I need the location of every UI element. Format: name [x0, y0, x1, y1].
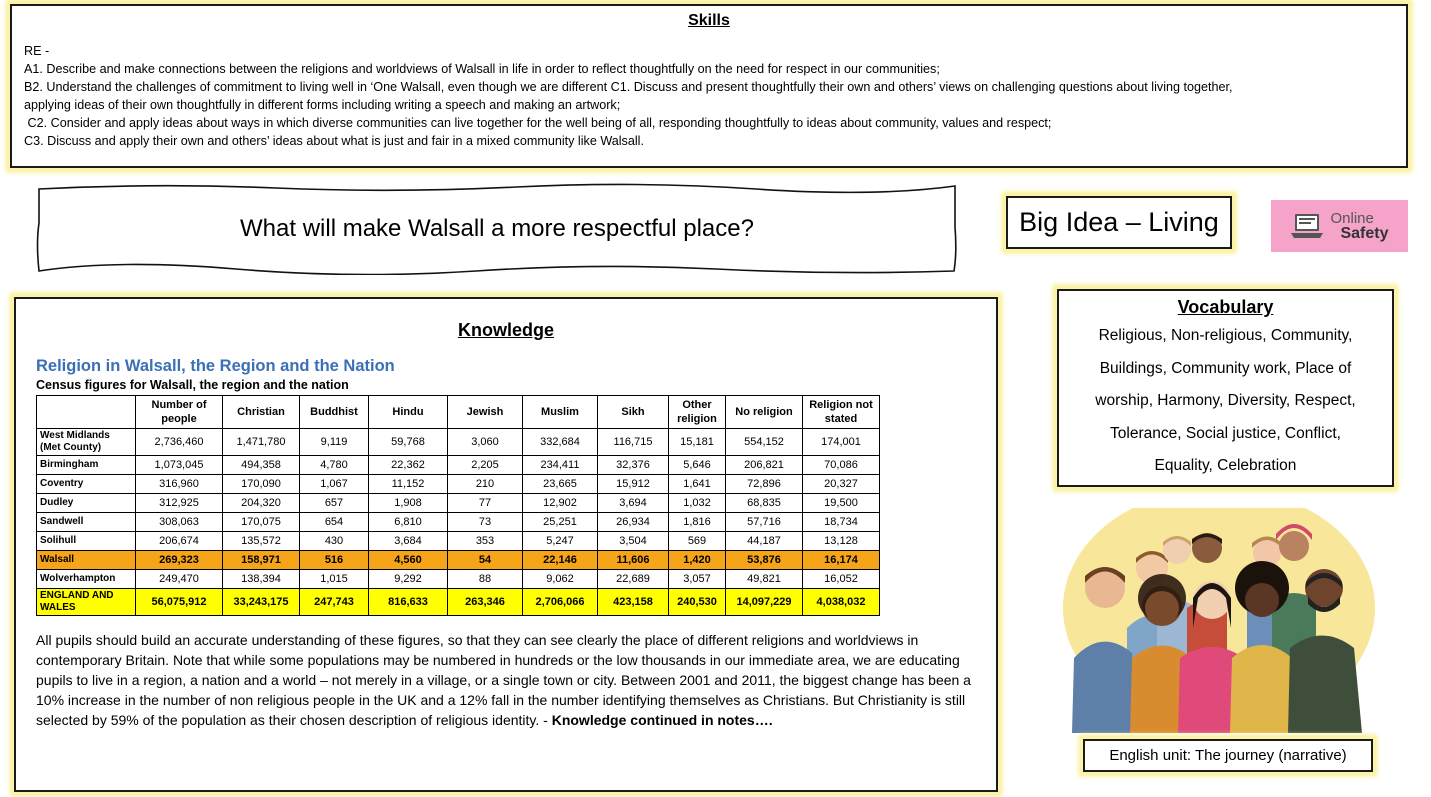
- column-header: Sikh: [598, 396, 669, 429]
- table-cell: 88: [448, 570, 523, 589]
- table-cell: 3,060: [448, 429, 523, 456]
- table-cell: 4,560: [369, 551, 448, 570]
- column-header: Muslim: [523, 396, 598, 429]
- row-label: Coventry: [37, 475, 136, 494]
- row-label: Birmingham: [37, 456, 136, 475]
- table-cell: 72,896: [726, 475, 803, 494]
- row-label: Solihull: [37, 532, 136, 551]
- table-cell: 174,001: [803, 429, 880, 456]
- vocabulary-line: Equality, Celebration: [1154, 457, 1297, 474]
- table-cell: 22,146: [523, 551, 598, 570]
- table-cell: 9,119: [300, 429, 369, 456]
- table-cell: 516: [300, 551, 369, 570]
- knowledge-continued: Knowledge continued in notes….: [551, 712, 773, 728]
- row-label: West Midlands (Met County): [37, 429, 136, 456]
- table-cell: 54: [448, 551, 523, 570]
- table-cell: 1,032: [669, 494, 726, 513]
- table-cell: 16,052: [803, 570, 880, 589]
- table-cell: 234,411: [523, 456, 598, 475]
- column-header: Christian: [223, 396, 300, 429]
- vocabulary-line: Buildings, Community work, Place of: [1099, 359, 1352, 377]
- table-row: [37, 494, 880, 513]
- table-cell: 22,689: [598, 570, 669, 589]
- skills-line: B2. Understand the challenges of commitment to living well in ‘One Walsall, even though we are different C1. Discuss and present thoughtfully their own and others’ views on challenging questions about living together,: [24, 80, 1233, 94]
- column-header: Jewish: [448, 396, 523, 429]
- big-idea-label: Big Idea – Living: [1019, 207, 1219, 237]
- table-cell: 308,063: [136, 513, 223, 532]
- table-cell: 3,057: [669, 570, 726, 589]
- table-cell: 4,038,032: [803, 589, 880, 616]
- table-cell: 138,394: [223, 570, 300, 589]
- table-cell: 316,960: [136, 475, 223, 494]
- community-illustration: [1062, 508, 1376, 733]
- row-label: Wolverhampton: [37, 570, 136, 589]
- table-cell: 1,641: [669, 475, 726, 494]
- big-idea-box: [1006, 196, 1232, 249]
- skills-line: C3. Discuss and apply their own and others’ ideas about what is just and fair in a mixed community like Walsall.: [24, 134, 644, 148]
- table-cell: 2,706,066: [523, 589, 598, 616]
- column-header: Buddhist: [300, 396, 369, 429]
- table-row: [37, 456, 880, 475]
- table-cell: 14,097,229: [726, 589, 803, 616]
- knowledge-text: All pupils should build an accurate understanding of these figures, so that they can see clearly the place of different religions and worldviews in contemporary Britain. Note that while some populations may be numbered in hundreds or the low thousands in our immediate area, we are educating pupils to live in a region, a nation and a world – not merely in a village, or a single town or city. Between 2001 and 2011, the biggest change has been a 10% increase in the number of non religious people in the UK and a 12% fall in the number identifying themselves as Christians. But Christianity is still selected by 59% of the population as their chosen description of religious identity. -: [36, 632, 971, 728]
- row-label: ENGLAND AND WALES: [37, 589, 136, 616]
- table-cell: 70,086: [803, 456, 880, 475]
- row-label: Walsall: [37, 551, 136, 570]
- table-cell: 9,062: [523, 570, 598, 589]
- table-row-total: [37, 589, 880, 616]
- table-cell: 5,247: [523, 532, 598, 551]
- table-cell: 23,665: [523, 475, 598, 494]
- knowledge-title: Knowledge: [457, 320, 554, 340]
- table-row: [37, 532, 880, 551]
- table-cell: 3,684: [369, 532, 448, 551]
- column-header: Number of people: [136, 396, 223, 429]
- vocabulary-line: Religious, Non-religious, Community,: [1098, 327, 1353, 344]
- vocabulary-line: worship, Harmony, Diversity, Respect,: [1095, 392, 1356, 409]
- table-cell: 73: [448, 513, 523, 532]
- table-cell: 15,181: [669, 429, 726, 456]
- table-cell: 1,073,045: [136, 456, 223, 475]
- table-cell: 1,816: [669, 513, 726, 532]
- skills-body: [24, 42, 1394, 150]
- table-row: [37, 513, 880, 532]
- table-header-row: [37, 396, 880, 429]
- table-cell: 210: [448, 475, 523, 494]
- table-cell: 49,821: [726, 570, 803, 589]
- knowledge-paragraph: [36, 630, 971, 730]
- table-cell: 18,734: [803, 513, 880, 532]
- table-cell: 569: [669, 532, 726, 551]
- table-cell: 9,292: [369, 570, 448, 589]
- table-cell: 16,174: [803, 551, 880, 570]
- skills-title: Skills: [688, 12, 730, 29]
- big-question-text: What will make Walsall a more respectful place?: [240, 215, 754, 242]
- table-cell: 206,821: [726, 456, 803, 475]
- table-cell: 32,376: [598, 456, 669, 475]
- online-safety-badge: [1271, 200, 1408, 252]
- table-cell: 1,420: [669, 551, 726, 570]
- table-cell: 53,876: [726, 551, 803, 570]
- table-cell: 158,971: [223, 551, 300, 570]
- table-cell: 59,768: [369, 429, 448, 456]
- column-header: Hindu: [369, 396, 448, 429]
- table-cell: 332,684: [523, 429, 598, 456]
- table-cell: 494,358: [223, 456, 300, 475]
- table-cell: 170,075: [223, 513, 300, 532]
- table-cell: 77: [448, 494, 523, 513]
- column-header: Other religion: [669, 396, 726, 429]
- table-cell: 19,500: [803, 494, 880, 513]
- table-cell: 33,243,175: [223, 589, 300, 616]
- table-title: Religion in Walsall, the Region and the Nation: [36, 357, 395, 375]
- table-cell: 206,674: [136, 532, 223, 551]
- table-cell: 1,471,780: [223, 429, 300, 456]
- table-cell: 816,633: [369, 589, 448, 616]
- people-group-image: [1062, 508, 1376, 733]
- table-cell: 5,646: [669, 456, 726, 475]
- vocabulary-list: [1059, 320, 1392, 483]
- table-cell: 554,152: [726, 429, 803, 456]
- table-row: [37, 429, 880, 456]
- row-label: Sandwell: [37, 513, 136, 532]
- laptop-icon: [1290, 211, 1324, 241]
- table-cell: 654: [300, 513, 369, 532]
- table-cell: 2,736,460: [136, 429, 223, 456]
- big-question-box: [36, 183, 958, 275]
- table-subtitle: Census figures for Walsall, the region and the nation: [36, 378, 349, 392]
- table-cell: 135,572: [223, 532, 300, 551]
- table-cell: 116,715: [598, 429, 669, 456]
- table-cell: 11,152: [369, 475, 448, 494]
- corner-cell: [37, 396, 136, 429]
- column-header: Religion not stated: [803, 396, 880, 429]
- table-cell: 68,835: [726, 494, 803, 513]
- table-cell: 22,362: [369, 456, 448, 475]
- english-unit-box: [1083, 739, 1373, 772]
- table-cell: 312,925: [136, 494, 223, 513]
- table-cell: 13,128: [803, 532, 880, 551]
- table-cell: 56,075,912: [136, 589, 223, 616]
- row-label: Dudley: [37, 494, 136, 513]
- table-cell: 247,743: [300, 589, 369, 616]
- table-cell: 3,694: [598, 494, 669, 513]
- census-table: [36, 395, 880, 616]
- table-cell: 3,504: [598, 532, 669, 551]
- table-cell: 263,346: [448, 589, 523, 616]
- table-cell: 6,810: [369, 513, 448, 532]
- knowledge-box: [14, 297, 998, 792]
- table-cell: 25,251: [523, 513, 598, 532]
- table-row-highlighted: [37, 551, 880, 570]
- table-row: [37, 570, 880, 589]
- safety-label: Safety: [1340, 225, 1389, 242]
- skills-box: [10, 4, 1408, 168]
- table-row: [37, 475, 880, 494]
- table-cell: 170,090: [223, 475, 300, 494]
- vocabulary-line: Tolerance, Social justice, Conflict,: [1110, 424, 1341, 442]
- table-cell: 1,908: [369, 494, 448, 513]
- table-cell: 12,902: [523, 494, 598, 513]
- table-cell: 15,912: [598, 475, 669, 494]
- table-cell: 430: [300, 532, 369, 551]
- skills-line: A1. Describe and make connections between the religions and worldviews of Walsall in life in order to reflect thoughtfully on the need for respect in our communities;: [24, 62, 940, 76]
- table-cell: 2,205: [448, 456, 523, 475]
- table-cell: 57,716: [726, 513, 803, 532]
- table-cell: 26,934: [598, 513, 669, 532]
- vocabulary-title: Vocabulary: [1177, 297, 1274, 317]
- vocabulary-box: [1057, 289, 1394, 487]
- table-cell: 204,320: [223, 494, 300, 513]
- skills-line: applying ideas of their own thoughtfully in different forms including writing a speech and making an artwork;: [24, 98, 621, 112]
- table-cell: 269,323: [136, 551, 223, 570]
- skills-line: RE -: [24, 44, 50, 58]
- table-cell: 240,530: [669, 589, 726, 616]
- skills-line: C2. Consider and apply ideas about ways in which diverse communities can live together for the well being of all, responding thoughtfully to ideas about community, values and respect;: [24, 116, 1052, 130]
- table-cell: 44,187: [726, 532, 803, 551]
- table-cell: 20,327: [803, 475, 880, 494]
- table-cell: 657: [300, 494, 369, 513]
- table-cell: 1,015: [300, 570, 369, 589]
- table-cell: 249,470: [136, 570, 223, 589]
- online-label: Online: [1330, 210, 1374, 227]
- table-cell: 4,780: [300, 456, 369, 475]
- table-cell: 11,606: [598, 551, 669, 570]
- english-unit-label: English unit: The journey (narrative): [1109, 747, 1347, 764]
- column-header: No religion: [726, 396, 803, 429]
- table-cell: 423,158: [598, 589, 669, 616]
- table-cell: 353: [448, 532, 523, 551]
- table-cell: 1,067: [300, 475, 369, 494]
